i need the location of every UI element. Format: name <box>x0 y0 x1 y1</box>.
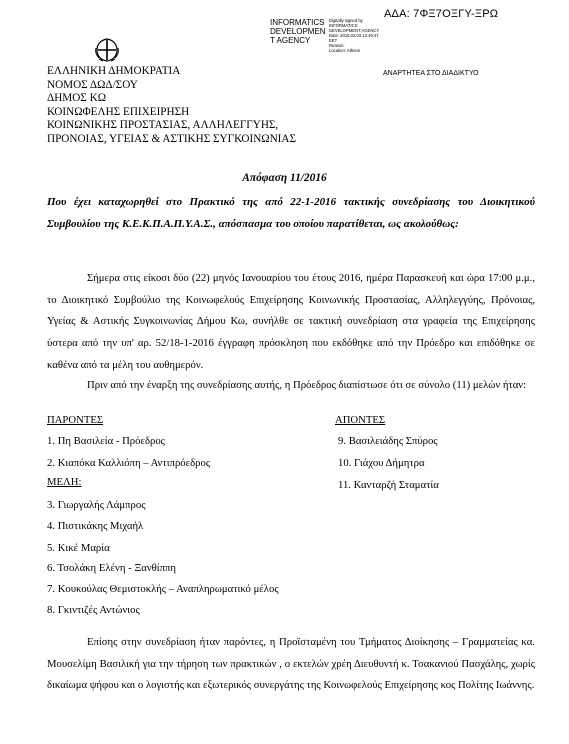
member-item: 7. Κουκούλας Θεμιστοκλής – Αναπληρωματικό μέλος <box>47 583 279 595</box>
meeting-intro-paragraph: Σήμερα στις είκοσι δύο (22) μηνός Ιανουαρίου του έτους 2016, ημέρα Παρασκευή και ώρα 17:00 μ.μ., το Διοικητικό Συμβούλιο της Κοινωφελούς Επιχείρησης Κοινωνικής Προστασίας, Αλληλεγγύης, Πρόνοιας, Υγείας & Αστικής Συγκοινωνίας Δήμου Κω, συνήλθε σε τακτική συνεδρίαση στα γραφεία της Επιχείρησης ύστερα από την υπ' αρ. 52/18-1-2016 έγγραφη πρόσκληση που εκδόθηκε από την Πρόεδρο και επιδόθηκε σε καθένα από τα μέλη του αυθημερόν. <box>47 272 535 371</box>
absent-member: 9. Βασιλειάδης Σπύρος <box>338 435 438 447</box>
digital-signature-details <box>329 18 389 53</box>
signature-detail-line: EET <box>329 38 338 43</box>
digital-signature-org <box>270 18 328 45</box>
member-item: 6. Τσολάκη Ελένη - Ξανθίππη <box>47 562 177 574</box>
member-item: 3. Γιωργαλής Λάμπρος <box>47 499 146 511</box>
signature-org-line: DEVELOPMEN <box>270 27 326 36</box>
absent-member: 10. Γιάχου Δήμητρα <box>338 457 425 469</box>
absent-header: ΑΠΟΝΤΕΣ <box>335 414 386 426</box>
signature-detail-line: Location: Athens <box>329 48 360 53</box>
issuer-block <box>47 65 296 147</box>
present-member: 2. Κιαπόκα Καλλιόπη – Αντιπρόεδρος <box>47 457 211 469</box>
decision-subject: Που έχει καταχωρηθεί στο Πρακτικό της από 22-1-2016 τακτικής συνεδρίασης του Διοικητικού Συμβουλίου της Κ.Ε.Κ.Π.Α.Π.Υ.Α.Σ., απόσπασμα του οποίου παρατίθεται, ως ακολούθως: <box>47 196 535 230</box>
issuer-line: ΠΡΟΝΟΙΑΣ, ΥΓΕΙΑΣ & ΑΣΤΙΚΗΣ ΣΥΓΚΟΙΝΩΝΙΑΣ <box>47 132 296 145</box>
signature-detail-line: Digitally signed by <box>329 18 363 23</box>
member-item: 8. Γκιντιζές Αντώνιος <box>47 604 140 616</box>
absent-member: 11. Κανταρζή Σταματία <box>338 479 439 491</box>
greek-state-emblem-icon <box>94 38 120 62</box>
member-item: 5. Κικέ Μαρία <box>47 542 110 554</box>
quorum-paragraph: Πριν από την έναρξη της συνεδρίασης αυτής, η Πρόεδρος διαπίστωσε ότι σε σύνολο (11) μελών ήταν: <box>87 379 527 391</box>
present-header: ΠΑΡΟΝΤΕΣ <box>47 414 104 426</box>
present-member: 1. Πη Βασιλεία - Πρόεδρος <box>47 435 165 447</box>
signature-detail-line: Date: 2016.02.03 12:46:47 <box>329 33 379 38</box>
signature-detail-line: DEVELOPMENT AGENCY <box>329 28 380 33</box>
issuer-line: ΝΟΜΟΣ ΔΩΔ/ΣΟΥ <box>47 78 138 91</box>
issuer-line: ΕΛΛΗΝΙΚΗ ΔΗΜΟΚΡΑΤΙΑ <box>47 65 181 77</box>
other-attendees-paragraph: Επίσης στην συνεδρίαση ήταν παρόντες, η Προϊσταμένη του Τμήματος Διοίκησης – Γραμματείας κα. Μουσελίμη Βασιλική για την τήρηση των πρακτικών , ο εκτελών χρέη Διευθυντή κ. Τσακανιού Πασχάλης, χωρίς δικαίωμα ψήφου και ο λογιστής και εξωτερικός συνεργάτης της Κοινωφελούς Επιχείρησης κος Πολίτης Ιωάννης. <box>47 636 535 692</box>
issuer-line: ΔΗΜΟΣ ΚΩ <box>47 92 107 105</box>
members-header: ΜΕΛΗ: <box>47 476 82 488</box>
signature-detail-line: INFORMATICS <box>329 23 358 28</box>
post-online-note: ΑΝΑΡΤΗΤΕΑ ΣΤΟ ΔΙΑΔΙΚΤΥΟ <box>383 70 479 77</box>
issuer-line: ΚΟΙΝΩΝΙΚΗΣ ΠΡΟΣΤΑΣΙΑΣ, ΑΛΛΗΛΕΓΓΥΗΣ, <box>47 119 279 132</box>
signature-org-line: INFORMATICS <box>270 18 325 27</box>
decision-title: Απόφαση 11/2016 <box>242 172 327 184</box>
signature-detail-line: Reason: <box>329 43 345 48</box>
signature-org-line: T AGENCY <box>270 36 311 45</box>
member-item: 4. Πιστικάκης Μιχαήλ <box>47 520 144 532</box>
ada-code: ΑΔΑ: 7ΦΞ7ΟΞΓΥ-ΞΡΩ <box>384 8 499 20</box>
issuer-line: ΚΟΙΝΩΦΕΛΗΣ ΕΠΙΧΕΙΡΗΣΗ <box>47 105 190 118</box>
